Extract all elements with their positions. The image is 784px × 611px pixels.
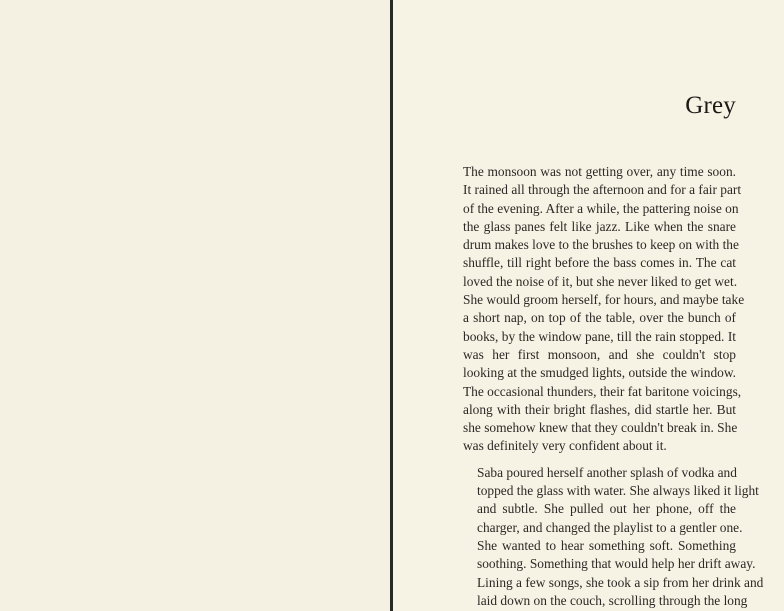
text-line: the glass panes felt like jazz. Like when the snare — [463, 218, 736, 234]
text-line: topped the glass with water. She always liked it light — [477, 483, 759, 499]
text-line: she somehow knew that they couldn't break in. She — [463, 420, 738, 436]
text-line: loved the noise of it, but she never liked to get wet. — [463, 273, 738, 289]
text-line: drum makes love to the brushes to keep on with the — [463, 237, 739, 253]
text-line: and subtle. She pulled out her phone, off the — [477, 501, 736, 517]
text-line: soothing. Something that would help her drift away. — [477, 556, 756, 572]
chapter-title: Grey — [685, 92, 736, 119]
text-line: a short nap, on top of the table, over the bunch of — [463, 310, 736, 326]
paragraph-1 — [463, 163, 745, 456]
text-line: She wanted to hear something soft. Something — [477, 537, 736, 553]
text-line: was definitely very confident about it. — [463, 438, 667, 454]
text-line: The monsoon was not getting over, any time soon. — [463, 164, 736, 179]
text-line: books, by the window pane, till the rain stopped. It — [463, 328, 736, 344]
text-line: Lining a few songs, she took a sip from her drink and — [477, 574, 764, 590]
text-line: was her first monsoon, and she couldn't stop — [463, 346, 736, 362]
text-line: The occasional thunders, their fat baritone voicings, — [463, 383, 742, 399]
text-line: shuffle, till right before the bass comes in. The cat — [463, 255, 736, 271]
text-line: It rained all through the afternoon and for a fair part — [463, 182, 742, 198]
text-line: laid down on the couch, scrolling through the long — [477, 592, 748, 608]
text-line: She would groom herself, for hours, and maybe take — [463, 292, 745, 308]
right-page — [393, 0, 784, 611]
text-line: looking at the smudged lights, outside the window. — [463, 365, 736, 381]
text-line: of the evening. After a while, the pattering noise on — [463, 200, 739, 216]
text-line: Saba poured herself another splash of vodka and — [477, 464, 737, 480]
text-line: along with their bright flashes, did startle her. But — [463, 401, 736, 417]
text-line: charger, and changed the playlist to a gentler one. — [477, 519, 743, 535]
paragraph-2 — [463, 464, 764, 610]
left-page — [0, 0, 390, 611]
chapter-body — [463, 163, 764, 610]
